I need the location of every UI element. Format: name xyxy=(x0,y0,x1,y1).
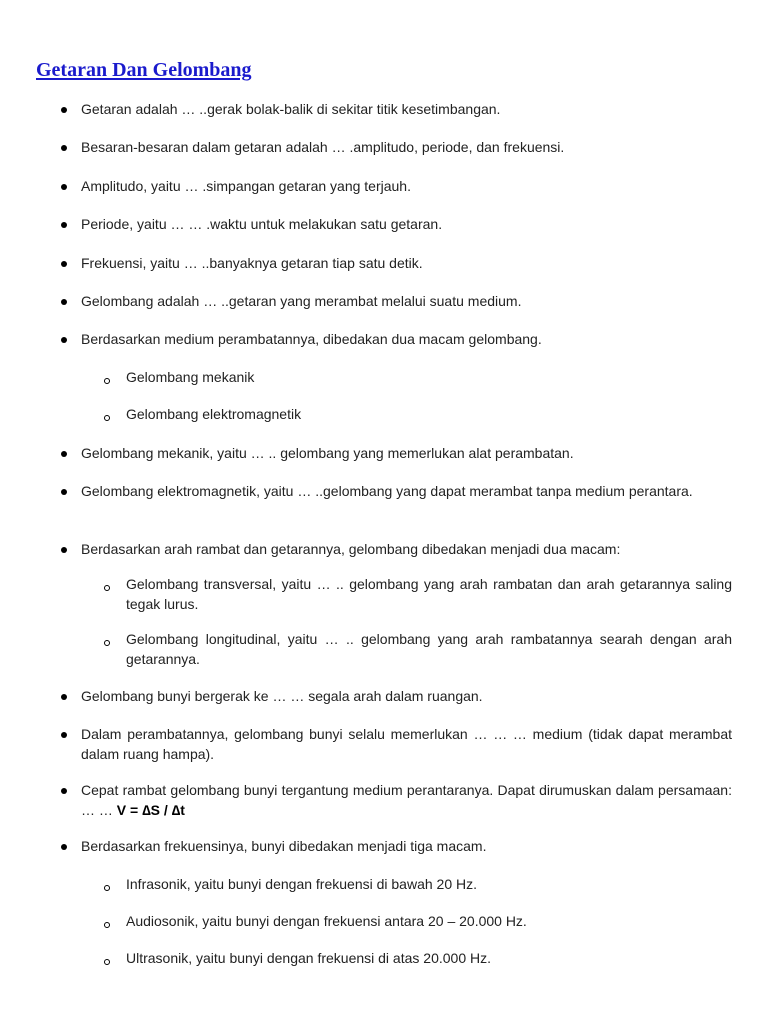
list-item xyxy=(81,177,732,197)
list-item-text: Gelombang mekanik xyxy=(126,369,255,385)
list-item xyxy=(81,292,732,312)
bullet-circle-icon xyxy=(104,640,110,646)
list-item-text: Gelombang adalah … ..getaran yang merambat melalui suatu medium. xyxy=(81,293,522,309)
list-item xyxy=(81,254,732,274)
bullet-circle-icon xyxy=(104,378,110,384)
bullet-disc-icon xyxy=(61,145,67,151)
bullet-disc-icon xyxy=(61,184,67,190)
list-item xyxy=(81,540,732,560)
bullet-disc-icon xyxy=(61,489,67,495)
sub-list-item xyxy=(126,912,732,932)
list-item-text: Cepat rambat gelombang bunyi tergantung medium perantaranya. Dapat dirumuskan dalam persamaan: … … xyxy=(81,782,732,818)
bullet-circle-icon xyxy=(104,959,110,965)
list-item-text: Gelombang mekanik, yaitu … .. gelombang yang memerlukan alat perambatan. xyxy=(81,445,574,461)
list-item-text: Ultrasonik, yaitu bunyi dengan frekuensi di atas 20.000 Hz. xyxy=(126,950,491,966)
bullet-circle-icon xyxy=(104,922,110,928)
sub-list-item xyxy=(126,405,732,425)
list-item xyxy=(81,444,732,464)
bullet-disc-icon xyxy=(61,694,67,700)
list-item xyxy=(81,215,732,235)
list-item xyxy=(81,138,732,158)
list-item-text: Berdasarkan medium perambatannya, dibedakan dua macam gelombang. xyxy=(81,331,542,347)
list-item xyxy=(81,482,732,502)
list-item-text: Berdasarkan frekuensinya, bunyi dibedakan menjadi tiga macam. xyxy=(81,838,487,854)
list-item-text: Amplitudo, yaitu … .simpangan getaran yang terjauh. xyxy=(81,178,411,194)
list-item-text: Gelombang elektromagnetik, yaitu … ..gelombang yang dapat merambat tanpa medium perantara. xyxy=(81,483,693,499)
bullet-disc-icon xyxy=(61,844,67,850)
bullet-circle-icon xyxy=(104,885,110,891)
bullet-disc-icon xyxy=(61,299,67,305)
list-item-text: Gelombang elektromagnetik xyxy=(126,406,302,422)
bullet-disc-icon xyxy=(61,451,67,457)
list-item xyxy=(81,330,732,350)
list-item-text: Getaran adalah … ..gerak bolak-balik di sekitar titik kesetimbangan. xyxy=(81,101,501,117)
bullet-disc-icon xyxy=(61,732,67,738)
bullet-disc-icon xyxy=(61,337,67,343)
sub-list-item xyxy=(126,630,732,669)
sub-list-item xyxy=(126,949,732,969)
bullet-disc-icon xyxy=(61,547,67,553)
list-item xyxy=(81,725,732,764)
list-item-text: Gelombang transversal, yaitu … .. gelombang yang arah rambatan dan arah getarannya saling tegak lurus. xyxy=(126,576,732,612)
bullet-disc-icon xyxy=(61,788,67,794)
list-item-text: Periode, yaitu … … .waktu untuk melakukan satu getaran. xyxy=(81,216,443,232)
list-item xyxy=(81,781,732,820)
sub-list-item xyxy=(126,368,732,388)
list-item-text: Besaran-besaran dalam getaran adalah … .amplitudo, periode, dan frekuensi. xyxy=(81,139,565,155)
bullet-disc-icon xyxy=(61,107,67,113)
sub-list-item xyxy=(126,575,732,614)
list-item-text: Infrasonik, yaitu bunyi dengan frekuensi di bawah 20 Hz. xyxy=(126,876,477,892)
list-item-text: Berdasarkan arah rambat dan getarannya, gelombang dibedakan menjadi dua macam: xyxy=(81,541,621,557)
list-item-text: Dalam perambatannya, gelombang bunyi selalu memerlukan … … … medium (tidak dapat merambat dalam ruang hampa). xyxy=(81,726,732,762)
bullet-circle-icon xyxy=(104,415,110,421)
bullet-circle-icon xyxy=(104,585,110,591)
document-title-link[interactable]: Getaran Dan Gelombang xyxy=(36,59,252,81)
list-item xyxy=(81,837,732,857)
list-item xyxy=(81,100,732,120)
bullet-disc-icon xyxy=(61,261,67,267)
formula-text: V = ∆S / ∆t xyxy=(116,801,185,818)
bullet-disc-icon xyxy=(61,222,67,228)
sub-list-item xyxy=(126,875,732,895)
list-item-text: Gelombang longitudinal, yaitu … .. gelombang yang arah rambatannya searah dengan arah getarannya. xyxy=(126,631,732,667)
list-item-text: Frekuensi, yaitu … ..banyaknya getaran tiap satu detik. xyxy=(81,255,423,271)
list-item-text: Audiosonik, yaitu bunyi dengan frekuensi antara 20 – 20.000 Hz. xyxy=(126,913,527,929)
list-item-text: Gelombang bunyi bergerak ke … … segala arah dalam ruangan. xyxy=(81,688,483,704)
list-item xyxy=(81,687,732,707)
